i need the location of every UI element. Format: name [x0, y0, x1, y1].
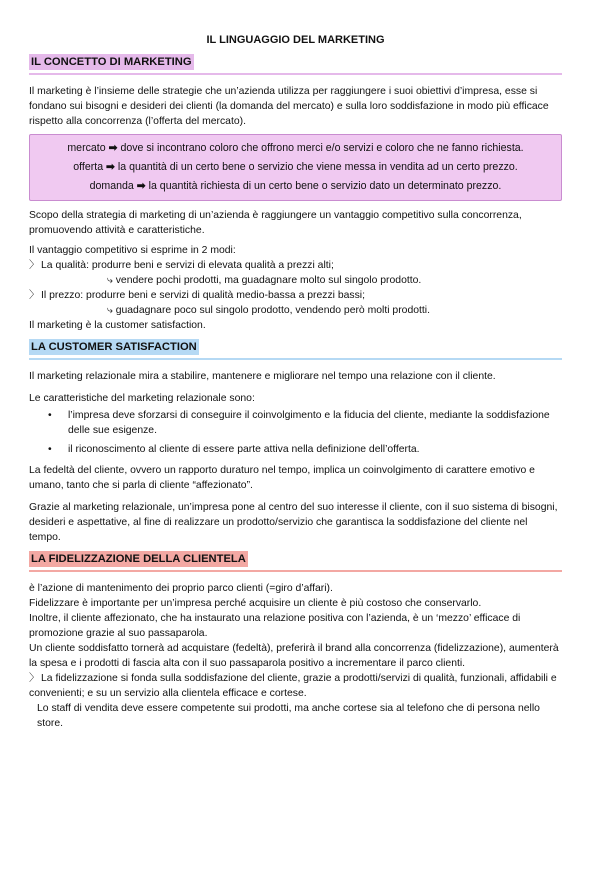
document-page: [0, 33, 596, 875]
definitions-box: [29, 134, 562, 201]
list-item-text: il riconoscimento al cliente di essere parte attiva nella definizione dell’offerta.: [68, 444, 420, 455]
definition-term: domanda: [89, 180, 134, 192]
definition-term: offerta: [73, 161, 104, 173]
return-arrow-icon: ⤷: [107, 275, 113, 286]
right-arrow-icon: ➡: [106, 161, 115, 173]
section-divider: [29, 358, 562, 360]
list-item-text: l’impresa deve sforzarsi di conseguire il coinvolgimento e la fiducia del cliente, mediante la soddisfazione delle sue esigenze.: [68, 410, 550, 436]
paragraph: Le caratteristiche del marketing relazionale sono:: [29, 393, 255, 404]
paragraph-text: La fidelizzazione si fonda sulla soddisfazione del cliente, grazie a prodotti/servizi di qualità, funzionali, affidabili e convenienti; e su un servizio alla clientela efficace e cortese.: [29, 673, 557, 699]
right-arrow-icon: ➡: [136, 180, 146, 192]
definition-domanda: [34, 177, 557, 196]
list-item: [48, 442, 562, 457]
paragraph: Grazie al marketing relazionale, un’impresa pone al centro del suo interesse il cliente, con il suo sistema di bisogni, desideri e aspettative, al fine di realizzare un prodotto/servizio che garantisca la soddisfazione del cliente nel tempo.: [29, 502, 558, 543]
way-quality: [29, 258, 562, 273]
way-price: [29, 288, 562, 303]
way-price-consequence: [29, 303, 562, 318]
characteristics-list: [29, 408, 562, 457]
paragraph: La fedeltà del cliente, ovvero un rapporto duraturo nel tempo, implica un coinvolgimento di carattere emotivo e umano, tanto che si parla di cliente “affezionato”.: [29, 465, 535, 491]
definition-offerta: [34, 158, 557, 177]
definition-text: la quantità richiesta di un certo bene o servizio dato un determinato prezzo.: [148, 180, 502, 192]
chevron-right-icon: 〉: [29, 260, 40, 271]
section-fidelization-header: [29, 551, 562, 572]
definition-text: la quantità di un certo bene o servizio che viene messa in vendita ad un certo prezzo.: [117, 161, 518, 173]
section-heading: LA CUSTOMER SATISFACTION: [31, 341, 197, 353]
paragraph: Fidelizzare è importante per un’impresa perché acquisire un cliente è più costoso che conservarlo.: [29, 598, 482, 609]
paragraph: Il marketing è l’insieme delle strategie che un’azienda utilizza per raggiungere i suoi obiettivi d’impresa, esse si fondano sui bisogni e desideri dei clienti (la domanda del mercato) e sulla loro soddisfazione in modo più efficace rispetto alla concorrenza (l’offerta del mercato).: [29, 86, 549, 127]
paragraph: è l’azione di mantenimento dei proprio parco clienti (=giro d’affari).: [29, 583, 333, 594]
definition-term: mercato: [67, 142, 106, 154]
bullet-icon: •: [48, 444, 52, 455]
chevron-right-icon: 〉: [29, 290, 40, 301]
section-marketing-concept-header: [29, 54, 562, 75]
way-text: Il prezzo: produrre beni e servizi di qualità medio-bassa a prezzi bassi;: [41, 290, 365, 301]
section-customer-satisfaction-header: [29, 339, 562, 360]
paragraph: Inoltre, il cliente affezionato, che ha instaurato una relazione positiva con l’azienda, è un ‘mezzo’ efficace di promozione grazie al suo passaparola.: [29, 613, 521, 639]
section-heading: LA FIDELIZZAZIONE DELLA CLIENTELA: [31, 553, 246, 565]
way-sub-text: guadagnare poco sul singolo prodotto, vendendo però molti prodotti.: [115, 305, 430, 316]
section-divider: [29, 73, 562, 75]
way-text: La qualità: produrre beni e servizi di elevata qualità a prezzi alti;: [41, 260, 334, 271]
paragraph: Il vantaggio competitivo si esprime in 2 modi:: [29, 245, 236, 256]
paragraph: Il marketing relazionale mira a stabilire, mantenere e migliorare nel tempo una relazione con il cliente.: [29, 371, 496, 382]
bullet-icon: •: [48, 410, 52, 421]
list-item: [48, 408, 562, 438]
paragraph: Lo staff di vendita deve essere competente sui prodotti, ma anche cortese sia al telefono che di persona nello store.: [37, 703, 540, 729]
way-sub-text: vendere pochi prodotti, ma guadagnare molto sul singolo prodotto.: [115, 275, 422, 286]
return-arrow-icon: ⤷: [107, 305, 113, 316]
definition-mercato: [34, 139, 557, 158]
paragraph: Un cliente soddisfatto tornerà ad acquistare (fedeltà), preferirà il brand alla concorrenza (fidelizzazione), aumenterà la spesa e i prodotti di fascia alta con il suo passaparola positivo a incrementare il parco clienti.: [29, 643, 559, 669]
chevron-right-icon: 〉: [29, 673, 40, 684]
document-title: IL LINGUAGGIO DEL MARKETING: [206, 34, 385, 46]
definition-text: dove si incontrano coloro che offrono merci e/o servizi e coloro che ne fanno richiesta.: [120, 142, 524, 154]
way-quality-consequence: [29, 273, 562, 288]
fidelization-foundation: [29, 671, 562, 701]
paragraph: Scopo della strategia di marketing di un’azienda è raggiungere un vantaggio competitivo sulla concorrenza, promuovendo attività e caratteristiche.: [29, 210, 522, 236]
section-heading: IL CONCETTO DI MARKETING: [31, 56, 192, 68]
right-arrow-icon: ➡: [108, 142, 118, 154]
paragraph: Il marketing è la customer satisfaction.: [29, 320, 206, 331]
section-divider: [29, 570, 562, 572]
